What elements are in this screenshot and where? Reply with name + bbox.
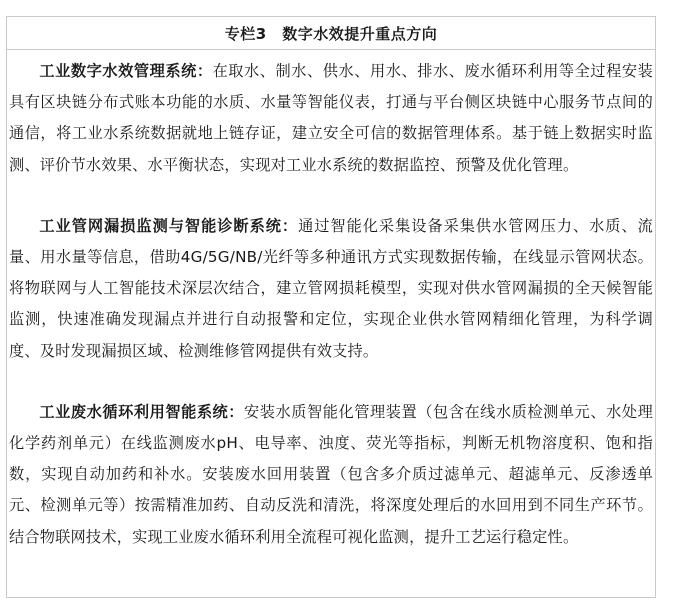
section-title: 工业废水循环利用智能系统：: [39, 402, 245, 421]
section-title: 工业数字水效管理系统：: [39, 62, 213, 80]
section-text: 安装水质智能化管理装置（包含在线水质检测单元、水处理化学药剂单元）在线监测废水pH、电导率、浊度、荧光等指标，判断无机物溶度积、饱和指数，实现自动加药和补水。安装废水回用装置（包含多介质过滤单元、超滤单元、反渗透单元、检测单元等）按需精准加药、自动反洗和清洗，将深度处理后的水回用到不同生产环节。结合物联网技术，实现工业废水循环利用全流程可视化监测，提升工艺运行稳定性。: [9, 402, 653, 546]
column-title: 专栏3 数字水效提升重点方向: [7, 17, 655, 50]
section-text: 通过智能化采集设备采集供水管网压力、水质、流量、用水量等信息，借助4G/5G/NB/光纤等多种通讯方式实现数据传输，在线显示管网状态。将物联网与人工智能技术深层次结合，建立管网损耗模型，实现对供水管网漏损的全天候智能监测，快速准确发现漏点并进行自动报警和定位，实现企业供水管网精细化管理，为科学调度、及时发现漏损区域、检测维修管网提供有效支持。: [9, 216, 653, 360]
section-wastewater-recycling: [9, 397, 653, 553]
section-title: 工业管网漏损监测与智能诊断系统：: [39, 216, 299, 235]
section-text: 在取水、制水、供水、用水、排水、废水循环利用等全过程安装具有区块链分布式账本功能的水质、水量等智能仪表，打通与平台侧区块链中心服务节点间的通信，将工业水系统数据就地上链存证，建立安全可信的数据管理体系。基于链上数据实时监测、评价节水效果、水平衡状态，实现对工业水系统的数据监控、预警及优化管理。: [9, 62, 653, 174]
section-pipe-leak-monitoring: [9, 211, 653, 367]
column-box: [6, 16, 656, 598]
section-digital-water-efficiency: [9, 56, 653, 181]
column-body: [7, 50, 655, 553]
